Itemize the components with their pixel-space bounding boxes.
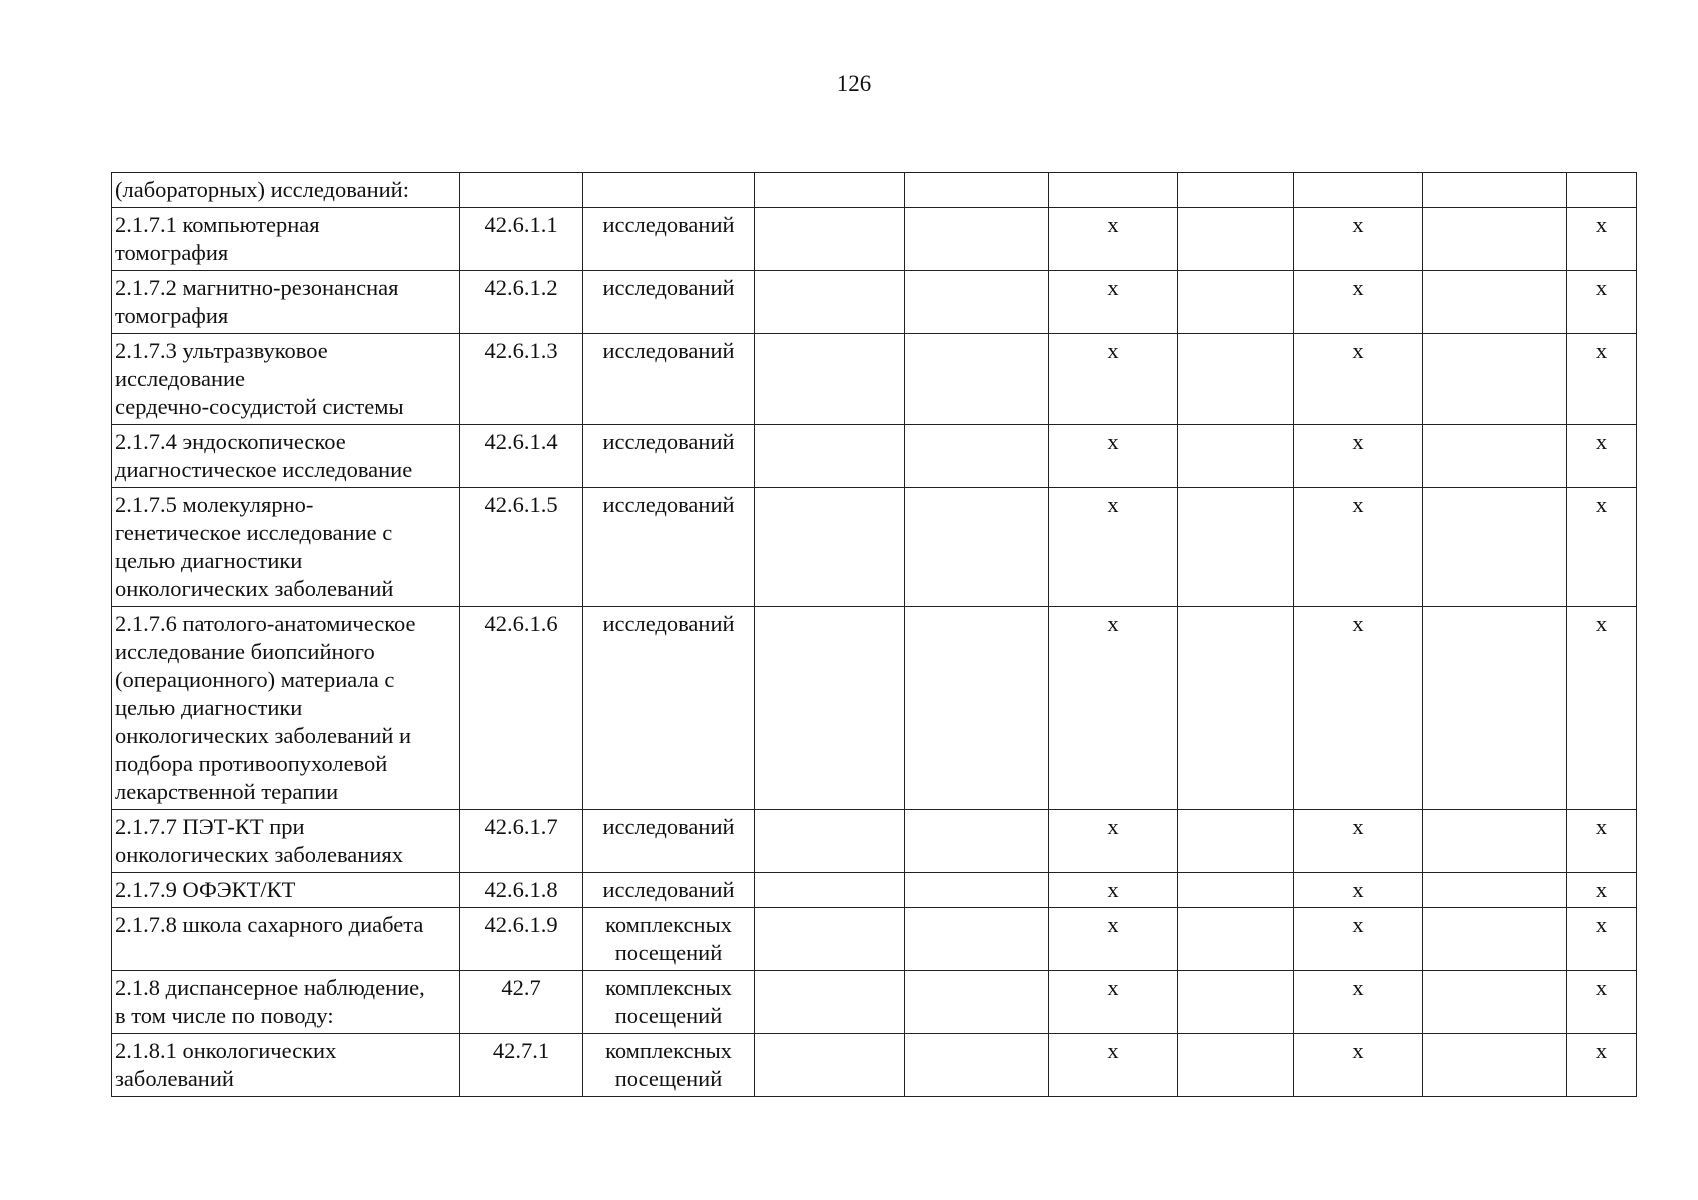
value-cell-2 <box>905 873 1049 908</box>
value-cell-6 <box>1423 488 1567 607</box>
row-unit-cell <box>583 425 755 488</box>
value-cell-3: x <box>1049 488 1178 607</box>
row-unit: исследований <box>602 338 735 363</box>
value-cell-1 <box>755 173 905 208</box>
row-code-cell <box>460 271 583 334</box>
row-unit: комплексных посещений <box>605 975 732 1028</box>
row-name: (лабораторных) исследований: <box>115 177 409 202</box>
value-cell-5: x <box>1294 607 1423 810</box>
row-unit: исследований <box>602 429 735 454</box>
value-cell-6 <box>1423 173 1567 208</box>
row-code: 42.7 <box>501 975 541 1000</box>
row-name-cell <box>112 425 460 488</box>
row-code: 42.6.1.2 <box>484 275 558 300</box>
row-code-cell <box>460 173 583 208</box>
row-name-cell <box>112 271 460 334</box>
value-cell-5: x <box>1294 208 1423 271</box>
row-name: 2.1.7.3 ультразвуковое исследование сердечно-сосудистой системы <box>115 338 404 419</box>
row-name-cell <box>112 607 460 810</box>
value-cell-1 <box>755 607 905 810</box>
data-table <box>111 172 1637 1097</box>
value-cell-1 <box>755 425 905 488</box>
row-unit-cell <box>583 208 755 271</box>
row-code-cell <box>460 873 583 908</box>
row-code: 42.6.1.5 <box>484 492 558 517</box>
value-cell-3: x <box>1049 971 1178 1034</box>
value-cell-6 <box>1423 425 1567 488</box>
value-cell-3: x <box>1049 908 1178 971</box>
value-cell-6 <box>1423 607 1567 810</box>
row-name-cell <box>112 173 460 208</box>
row-code: 42.6.1.1 <box>484 212 558 237</box>
row-unit: исследований <box>602 275 735 300</box>
row-code: 42.6.1.9 <box>484 912 558 937</box>
value-cell-5: x <box>1294 873 1423 908</box>
row-name-cell <box>112 208 460 271</box>
value-cell-4 <box>1178 873 1294 908</box>
row-unit: исследований <box>602 814 735 839</box>
table-row <box>112 173 1637 208</box>
value-cell-1 <box>755 873 905 908</box>
value-cell-5: x <box>1294 271 1423 334</box>
value-cell-4 <box>1178 425 1294 488</box>
value-cell-6 <box>1423 334 1567 425</box>
value-cell-6 <box>1423 908 1567 971</box>
value-cell-6 <box>1423 810 1567 873</box>
value-cell-5: x <box>1294 1034 1423 1097</box>
value-cell-4 <box>1178 208 1294 271</box>
value-cell-2 <box>905 334 1049 425</box>
row-code-cell <box>460 810 583 873</box>
value-cell-4 <box>1178 271 1294 334</box>
table-row <box>112 873 1637 908</box>
table-row <box>112 810 1637 873</box>
row-code-cell <box>460 971 583 1034</box>
row-code: 42.6.1.3 <box>484 338 558 363</box>
table-row <box>112 334 1637 425</box>
value-cell-1 <box>755 208 905 271</box>
value-cell-2 <box>905 173 1049 208</box>
table-row <box>112 425 1637 488</box>
row-name: 2.1.8.1 онкологических заболеваний <box>115 1038 337 1091</box>
row-unit: комплексных посещений <box>605 1038 732 1091</box>
row-code: 42.6.1.7 <box>484 814 558 839</box>
value-cell-6 <box>1423 873 1567 908</box>
row-name: 2.1.7.6 патолого-анатомическое исследование биопсийного (операционного) материала с целью диагностики онкологических заболеваний и подбора противоопухолевой лекарственной терапии <box>115 611 416 804</box>
value-cell-7: x <box>1567 425 1637 488</box>
row-name-cell <box>112 971 460 1034</box>
row-unit-cell <box>583 607 755 810</box>
value-cell-7 <box>1567 173 1637 208</box>
table-row <box>112 971 1637 1034</box>
value-cell-4 <box>1178 173 1294 208</box>
row-code-cell <box>460 208 583 271</box>
value-cell-7: x <box>1567 810 1637 873</box>
value-cell-5 <box>1294 173 1423 208</box>
row-name-cell <box>112 908 460 971</box>
value-cell-2 <box>905 908 1049 971</box>
value-cell-5: x <box>1294 971 1423 1034</box>
value-cell-2 <box>905 971 1049 1034</box>
value-cell-7: x <box>1567 908 1637 971</box>
value-cell-3: x <box>1049 271 1178 334</box>
value-cell-7: x <box>1567 607 1637 810</box>
row-unit-cell <box>583 1034 755 1097</box>
table-body <box>112 173 1637 1097</box>
table-row <box>112 271 1637 334</box>
value-cell-3: x <box>1049 607 1178 810</box>
value-cell-5: x <box>1294 908 1423 971</box>
row-code-cell <box>460 425 583 488</box>
value-cell-5: x <box>1294 334 1423 425</box>
value-cell-7: x <box>1567 334 1637 425</box>
row-unit-cell <box>583 908 755 971</box>
row-name-cell <box>112 810 460 873</box>
value-cell-2 <box>905 488 1049 607</box>
row-name: 2.1.7.8 школа сахарного диабета <box>115 912 424 937</box>
row-name-cell <box>112 334 460 425</box>
row-name-cell <box>112 488 460 607</box>
value-cell-5: x <box>1294 425 1423 488</box>
value-cell-6 <box>1423 1034 1567 1097</box>
row-unit-cell <box>583 334 755 425</box>
value-cell-3: x <box>1049 1034 1178 1097</box>
row-unit-cell <box>583 488 755 607</box>
value-cell-7: x <box>1567 488 1637 607</box>
value-cell-6 <box>1423 271 1567 334</box>
value-cell-1 <box>755 971 905 1034</box>
value-cell-4 <box>1178 971 1294 1034</box>
row-name: 2.1.7.4 эндоскопическое диагностическое исследование <box>115 429 413 482</box>
row-code: 42.7.1 <box>492 1038 550 1063</box>
row-unit: исследований <box>602 492 735 517</box>
page-number: 126 <box>836 71 872 96</box>
value-cell-1 <box>755 1034 905 1097</box>
value-cell-2 <box>905 1034 1049 1097</box>
value-cell-1 <box>755 810 905 873</box>
table-row <box>112 607 1637 810</box>
value-cell-5: x <box>1294 810 1423 873</box>
row-code-cell <box>460 607 583 810</box>
value-cell-4 <box>1178 810 1294 873</box>
value-cell-4 <box>1178 488 1294 607</box>
row-name: 2.1.7.1 компьютерная томография <box>115 212 320 265</box>
row-code: 42.6.1.4 <box>484 429 558 454</box>
row-name: 2.1.7.9 ОФЭКТ/КТ <box>115 877 296 902</box>
table-row <box>112 488 1637 607</box>
table-row <box>112 208 1637 271</box>
value-cell-2 <box>905 208 1049 271</box>
row-unit: исследований <box>602 877 735 902</box>
value-cell-4 <box>1178 334 1294 425</box>
value-cell-3: x <box>1049 208 1178 271</box>
row-unit-cell <box>583 271 755 334</box>
value-cell-5: x <box>1294 488 1423 607</box>
value-cell-3: x <box>1049 334 1178 425</box>
value-cell-3 <box>1049 173 1178 208</box>
row-unit-cell <box>583 173 755 208</box>
value-cell-6 <box>1423 971 1567 1034</box>
row-unit: исследований <box>602 611 735 636</box>
value-cell-7: x <box>1567 873 1637 908</box>
row-name: 2.1.7.2 магнитно-резонансная томография <box>115 275 399 328</box>
value-cell-2 <box>905 425 1049 488</box>
value-cell-2 <box>905 271 1049 334</box>
row-code: 42.6.1.8 <box>484 877 558 902</box>
row-unit-cell <box>583 971 755 1034</box>
value-cell-7: x <box>1567 971 1637 1034</box>
value-cell-6 <box>1423 208 1567 271</box>
row-name-cell <box>112 1034 460 1097</box>
value-cell-4 <box>1178 908 1294 971</box>
value-cell-3: x <box>1049 873 1178 908</box>
row-name: 2.1.7.7 ПЭТ-КТ при онкологических заболеваниях <box>115 814 403 867</box>
value-cell-3: x <box>1049 810 1178 873</box>
value-cell-7: x <box>1567 1034 1637 1097</box>
value-cell-4 <box>1178 607 1294 810</box>
value-cell-1 <box>755 271 905 334</box>
value-cell-1 <box>755 488 905 607</box>
row-code-cell <box>460 908 583 971</box>
row-name-cell <box>112 873 460 908</box>
value-cell-2 <box>905 607 1049 810</box>
value-cell-1 <box>755 908 905 971</box>
value-cell-3: x <box>1049 425 1178 488</box>
value-cell-7: x <box>1567 208 1637 271</box>
table-row <box>112 908 1637 971</box>
row-code-cell <box>460 1034 583 1097</box>
value-cell-1 <box>755 334 905 425</box>
value-cell-4 <box>1178 1034 1294 1097</box>
row-name: 2.1.8 диспансерное наблюдение, в том числе по поводу: <box>115 975 425 1028</box>
row-name: 2.1.7.5 молекулярно- генетическое исследование с целью диагностики онкологических заболеваний <box>115 492 394 601</box>
row-unit-cell <box>583 810 755 873</box>
row-unit-cell <box>583 873 755 908</box>
row-unit: исследований <box>602 212 735 237</box>
row-code-cell <box>460 334 583 425</box>
value-cell-7: x <box>1567 271 1637 334</box>
row-code: 42.6.1.6 <box>484 611 558 636</box>
row-code-cell <box>460 488 583 607</box>
row-unit: комплексных посещений <box>605 912 732 965</box>
table-row <box>112 1034 1637 1097</box>
value-cell-2 <box>905 810 1049 873</box>
